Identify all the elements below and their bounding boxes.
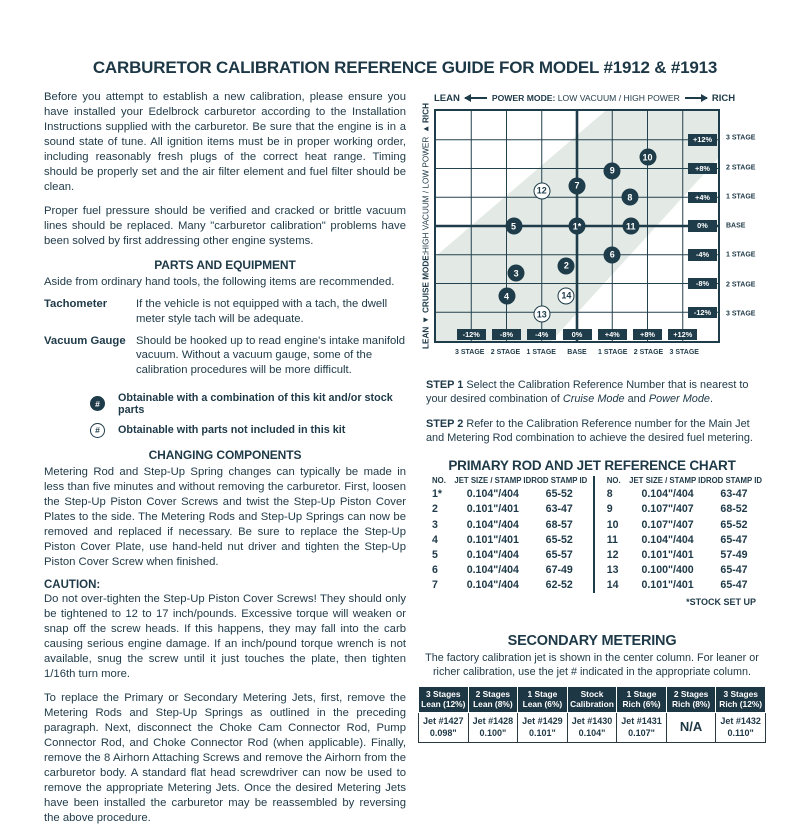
- col-header-no: NO.: [432, 475, 446, 485]
- col-header-rod: ROD STAMP ID: [705, 475, 762, 485]
- table-row: [601, 517, 762, 532]
- col-header-no: NO.: [606, 475, 621, 485]
- symbol-legend: [90, 392, 406, 438]
- step-1-text: [426, 378, 762, 407]
- equipment-desc: If the vehicle is not equipped with a tach, the dwell meter style tach will be adequate.: [136, 298, 388, 325]
- step-2-body: Refer to the Calibration Reference number for the Main Jet and Metering Rod combination to achieve the desired fuel metering.: [426, 417, 753, 445]
- secondary-col-header: 2 Stages Lean (8%): [468, 686, 518, 712]
- step-2-text: [426, 417, 762, 446]
- table-cell: 8: [606, 488, 613, 501]
- x-tick-box-+12%: +12%: [668, 329, 697, 341]
- secondary-col-header: 2 Stages Rich (8%): [666, 686, 716, 712]
- right-column: [418, 90, 766, 835]
- y-stage-label: BASE: [726, 222, 746, 230]
- table-cell: 65-52: [545, 533, 573, 546]
- table-row: [426, 517, 587, 532]
- secondary-col-value: Jet #1429 0.101": [518, 713, 568, 743]
- y-tick-box--4%: -4%: [688, 249, 717, 261]
- x-tick-box--12%: -12%: [457, 329, 486, 341]
- table-row: [601, 487, 762, 502]
- equipment-term: Tachometer: [44, 298, 108, 311]
- secondary-col-value: Jet #1431 0.107": [617, 713, 667, 743]
- legend-row-non-kit-parts: [90, 423, 406, 438]
- table-cell: 0.101"/401: [466, 503, 519, 516]
- step-1-end: .: [709, 393, 713, 406]
- table-row: [426, 487, 587, 502]
- table-row: [426, 563, 587, 578]
- x-tick-box--4%: -4%: [527, 329, 556, 341]
- x-tick-box-+8%: +8%: [633, 329, 662, 341]
- table-cell: 0.100"/400: [641, 564, 694, 577]
- primary-table-left-body: [426, 487, 587, 593]
- table-cell: 68-57: [545, 518, 573, 531]
- secondary-metering-table: [418, 686, 766, 743]
- table-cell: 10: [606, 518, 619, 531]
- chart-grid: [434, 109, 720, 343]
- step-1-pre: Select the Calibration Reference Number that is nearest to your desired combination of: [426, 379, 749, 406]
- secondary-col-header: 1 Stage Lean (6%): [518, 686, 568, 712]
- legend-text: Obtainable with parts not included in this kit: [118, 424, 346, 437]
- stock-setup-footnote: *STOCK SET UP: [686, 596, 756, 607]
- table-cell: 65-57: [545, 548, 573, 561]
- calibration-point-11: 11: [622, 218, 639, 235]
- x-stage-label: 3 STAGE: [455, 349, 485, 356]
- table-cell: 0.104"/404: [466, 564, 519, 577]
- secondary-metering-heading: SECONDARY METERING: [507, 632, 677, 649]
- y-stage-label: 3 STAGE: [726, 134, 756, 142]
- calibration-point-14: 14: [558, 287, 575, 304]
- table-cell: 3: [432, 518, 438, 531]
- table-cell: 0.104"/404: [466, 579, 519, 592]
- secondary-col-header: Stock Calibration: [567, 686, 617, 712]
- y-tick-box-+12%: +12%: [688, 134, 717, 146]
- y-axis-rich-label: RICH: [421, 102, 431, 123]
- table-row: [601, 578, 762, 593]
- calibration-point-6: 6: [604, 246, 621, 263]
- primary-chart-heading: PRIMARY ROD AND JET REFERENCE CHART: [448, 457, 736, 473]
- calibration-point-10: 10: [639, 149, 656, 166]
- x-axis-rich-label: RICH: [711, 92, 736, 104]
- secondary-col-value: Jet #1430 0.104": [567, 713, 617, 743]
- y-axis-title: LEAN ◄ CRUISE MODE: HIGH VACUUM / LOW POWER ► RICH: [421, 102, 431, 350]
- caution-paragraph: Do not over-tighten the Step-Up Piston Cover Screws! They should only be tightened to 12 to 17 inch/pounds. Excessive torque will weaken or snap off the screw heads. If this happens, they may fall into the carb causing serious engine damage. If an inch/pound torque wrench is not available, snug the screw until it just touches the plate, then tighten 1/16th turn more.: [44, 592, 406, 680]
- legend-row-kit-parts: [90, 392, 406, 416]
- table-cell: 1*: [432, 488, 443, 501]
- secondary-col-header: 1 Stage Rich (6%): [617, 686, 667, 712]
- chart-x-stage-labels: [434, 346, 720, 368]
- arrow-left-icon: [465, 97, 487, 99]
- table-cell: 65-52: [545, 488, 573, 501]
- step-1-label: STEP 1: [426, 379, 464, 391]
- power-mode-italic: Power Mode: [648, 393, 710, 406]
- caution-label: CAUTION:: [44, 578, 101, 591]
- table-cell: 0.104"/404: [641, 533, 694, 546]
- chart-y-stage-labels: [720, 109, 766, 343]
- calibration-chart: [418, 102, 766, 350]
- x-stage-label: 1 STAGE: [598, 349, 628, 356]
- table-cell: 0.104"/404: [466, 518, 519, 531]
- y-tick-box-0%: 0%: [688, 220, 717, 232]
- table-cell: 0.101"/401: [641, 548, 694, 561]
- table-cell: 65-47: [720, 579, 748, 592]
- table-cell: 65-52: [720, 518, 748, 531]
- secondary-value-row: [419, 713, 766, 743]
- calibration-point-5: 5: [505, 218, 522, 235]
- y-tick-box--12%: -12%: [688, 307, 717, 319]
- secondary-col-value: Jet #1432 0.110": [716, 713, 766, 743]
- x-axis-title: [492, 93, 680, 103]
- table-cell: 2: [432, 503, 438, 516]
- changing-components-paragraph: Metering Rod and Step-Up Spring changes can typically be made in less than five minutes and without removing the carburetor. First, loosen the Step-Up Piston Cover Screws and twist the Step-Up Piston Cover Plates to the side. The Metering Rods and Step-Up Springs can now be removed and replaced if necessary. Be sure to replace the Step-Up Piston Cover Plate, use hand-held nut driver and tighten the Step-Up Piston Cover Screw when finished.: [44, 465, 406, 568]
- y-stage-label: 2 STAGE: [726, 281, 756, 288]
- y-axis-title-rest: HIGH VACUUM / LOW POWER: [421, 136, 431, 253]
- y-axis-title-bold: CRUISE MODE:: [421, 252, 431, 314]
- table-cell: 63-47: [720, 488, 748, 501]
- table-cell: 0.101"/401: [466, 533, 519, 546]
- secondary-col-header: 3 Stages Rich (12%): [716, 686, 766, 712]
- left-column: [44, 90, 406, 835]
- equipment-item-tachometer: [44, 297, 406, 326]
- equipment-term: Vacuum Gauge: [44, 334, 126, 347]
- calibration-point-7: 7: [569, 177, 586, 194]
- table-cell: 63-47: [545, 503, 573, 516]
- calibration-point-4: 4: [498, 288, 515, 305]
- parts-equipment-heading: PARTS AND EQUIPMENT: [154, 258, 296, 273]
- table-row: [426, 578, 587, 593]
- calibration-point-3: 3: [508, 265, 525, 282]
- x-tick-box-+4%: +4%: [598, 329, 627, 341]
- table-row: [601, 532, 762, 547]
- table-cell: 0.104"/404: [466, 548, 519, 561]
- y-stage-label: 3 STAGE: [726, 310, 756, 318]
- table-row: [426, 502, 587, 517]
- table-cell: 65-47: [720, 564, 748, 577]
- secondary-col-header: 3 Stages Lean (12%): [419, 686, 469, 712]
- table-cell: 14: [606, 579, 619, 592]
- y-stage-label: 1 STAGE: [726, 193, 756, 201]
- table-cell: 5: [432, 548, 438, 561]
- two-column-layout: [44, 90, 766, 835]
- table-cell: 0.107"/407: [641, 518, 694, 531]
- table-cell: 68-52: [720, 503, 748, 516]
- table-cell: 9: [606, 503, 613, 516]
- x-stage-label: BASE: [567, 349, 587, 356]
- table-cell: 6: [432, 564, 438, 577]
- table-row: [426, 547, 587, 562]
- table-cell: 67-49: [545, 564, 573, 577]
- table-cell: 62-52: [545, 579, 573, 592]
- chart-y-axis-header: [418, 102, 434, 350]
- open-hash-icon: #: [90, 423, 105, 438]
- col-header-rod: ROD STAMP ID: [531, 475, 588, 485]
- table-divider: [593, 476, 595, 593]
- parts-equipment-intro: Aside from ordinary hand tools, the following items are recommended.: [44, 276, 395, 289]
- equipment-item-vacuum-gauge: [44, 334, 406, 378]
- table-cell: 11: [606, 533, 618, 546]
- table-cell: 0.104"/404: [466, 488, 519, 501]
- jet-replacement-paragraph: To replace the Primary or Secondary Metering Jets, first, remove the Metering Rods and Step-Up Springs as outlined in the preceding paragraph. Next, disconnect the Choke Cam Connector Rod, Pump Connector Rod, and Choke Connector Rod (when applicable). Finally, remove the 8 Airhorn Attaching Screws and remove the Airhorn from the carburetor body. A standard flat head screwdriver can now be used to remove the appropriate Metering Jets. Once the desired Metering Jets have been installed the carburetor may be reassembled by reversing the above procedure.: [44, 691, 406, 824]
- x-tick-box-0%: 0%: [563, 329, 592, 341]
- secondary-metering-desc: The factory calibration jet is shown in the center column. For leaner or richer calibration, use the jet # indicated in the appropriate column.: [425, 651, 759, 678]
- x-axis-lean-label: LEAN: [434, 92, 460, 104]
- table-row: [601, 563, 762, 578]
- secondary-col-value: Jet #1427 0.098": [419, 713, 469, 743]
- col-header-jet: JET SIZE / STAMP ID: [629, 475, 706, 485]
- table-row: [601, 547, 762, 562]
- calibration-point-9: 9: [604, 162, 621, 179]
- table-cell: 7: [432, 579, 438, 592]
- table-cell: 0.107"/407: [641, 503, 694, 516]
- x-stage-label: 2 STAGE: [633, 349, 664, 356]
- y-stage-label: 1 STAGE: [726, 251, 756, 259]
- secondary-col-value: N/A: [666, 713, 716, 743]
- calibration-point-1: 1*: [569, 218, 586, 235]
- primary-reference-table: [418, 476, 766, 593]
- x-axis-title-bold: POWER MODE:: [491, 93, 556, 103]
- y-tick-box-+8%: +8%: [688, 163, 717, 175]
- table-cell: 0.101"/401: [641, 579, 694, 592]
- x-stage-label: 1 STAGE: [526, 349, 556, 356]
- primary-table-right-body: [601, 487, 762, 593]
- equipment-desc: Should be hooked up to read engine's intake manifold vacuum. Without a vacuum gauge, some of the calibration procedures will be more difficult.: [136, 334, 406, 376]
- secondary-col-value: Jet #1428 0.100": [468, 713, 518, 743]
- table-cell: 4: [432, 533, 438, 546]
- calibration-point-8: 8: [621, 189, 638, 206]
- calibration-point-2: 2: [558, 257, 575, 274]
- legend-text: Obtainable with a combination of this kit and/or stock parts: [118, 391, 393, 416]
- arrow-right-icon: [685, 97, 707, 99]
- calibration-point-13: 13: [533, 306, 550, 323]
- calibration-point-12: 12: [533, 182, 550, 199]
- primary-table-right: [601, 476, 762, 593]
- y-stage-label: 2 STAGE: [726, 164, 756, 171]
- x-stage-label: 2 STAGE: [490, 349, 521, 356]
- table-row: [601, 502, 762, 517]
- step-2-label: STEP 2: [426, 417, 464, 430]
- intro-paragraph-1: Before you attempt to establish a new calibration, please ensure you have installed your Edelbrock carburetor according to the Installation Instructions supplied with the carburetor. Be sure that the engine is in a sound state of tune. All ignition items must be in proper working order, including reasonably fresh plugs of the correct heat range. Timing should be properly set and the air filter element and fuel filter should be clean.: [44, 91, 406, 194]
- table-cell: 57-49: [720, 548, 748, 561]
- table-cell: 12: [606, 548, 619, 561]
- table-row: [426, 532, 587, 547]
- changing-components-heading: CHANGING COMPONENTS: [148, 447, 302, 462]
- table-cell: 65-47: [720, 533, 748, 546]
- col-header-jet: JET SIZE / STAMP ID: [454, 475, 532, 485]
- secondary-header-row: [419, 686, 766, 712]
- y-tick-box--8%: -8%: [688, 278, 717, 290]
- cruise-mode-italic: Cruise Mode: [562, 393, 625, 406]
- y-tick-box-+4%: +4%: [688, 192, 717, 204]
- chart-x-axis-header: [434, 90, 736, 106]
- filled-hash-icon: #: [90, 396, 105, 411]
- primary-table-left: [426, 476, 587, 593]
- table-cell: 0.104"/404: [641, 488, 694, 501]
- table-cell: 13: [606, 564, 619, 577]
- x-stage-label: 3 STAGE: [669, 349, 699, 356]
- y-axis-lean-label: LEAN: [421, 326, 431, 350]
- step-1-mid: and: [624, 393, 649, 406]
- x-axis-title-rest: LOW VACUUM / HIGH POWER: [555, 93, 680, 103]
- intro-paragraph-2: Proper fuel pressure should be verified and cracked or brittle vacuum lines should be replaced. Many "carburetor calibration" problems have been solved by first addressing other engine systems.: [44, 205, 406, 248]
- x-tick-box--8%: -8%: [492, 329, 521, 341]
- page-title: CARBURETOR CALIBRATION REFERENCE GUIDE FOR MODEL #1912 & #1913: [92, 58, 718, 77]
